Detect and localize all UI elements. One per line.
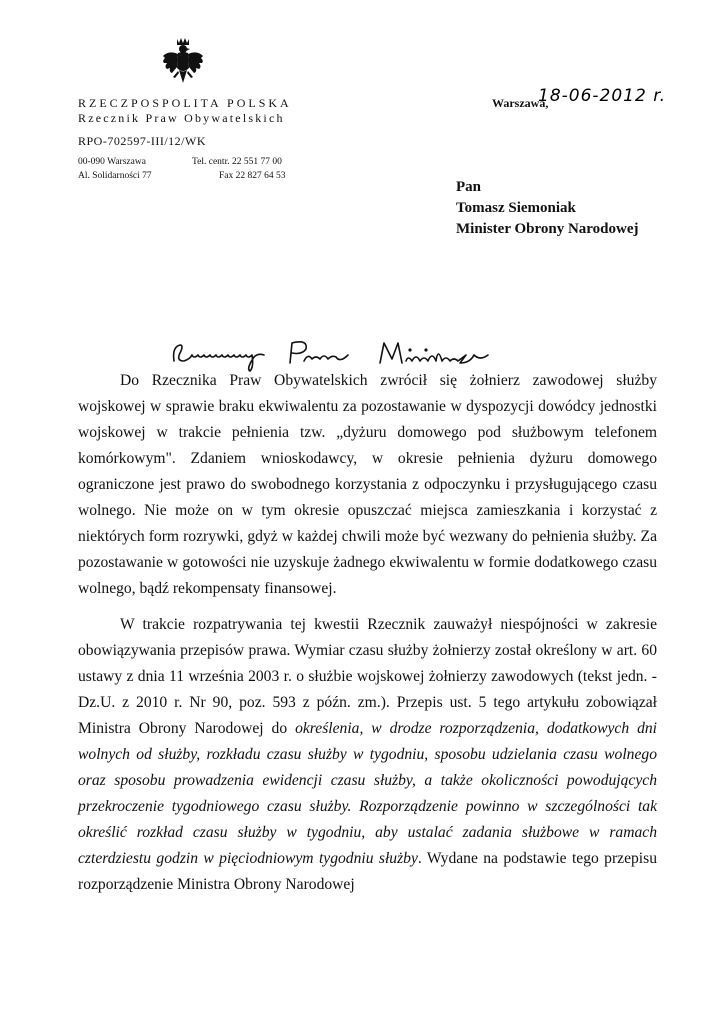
body-paragraph-2-tail: . Wydane na podstawie tego przepisu rozporządzenie Ministra Obrony Narodowej (78, 850, 657, 893)
phone-number: Tel. centr. 22 551 77 00 (192, 157, 282, 167)
address-line-2: Al. Solidarności 77 (78, 171, 152, 181)
fax-number: Fax 22 827 64 53 (219, 171, 286, 181)
institution-name: RZECZPOSPOLITA POLSKA (78, 96, 292, 110)
recipient-block (456, 177, 639, 240)
body-paragraph-2-quote: określenia, w drodze rozporządzenia, dodatkowych dni wolnych od służby, rozkładu czasu służby w tygodniu, sposobu udzielania czasu wolnego oraz sposobu prowadzenia ewidencji czasu służby, a także okoliczności powodujących przekroczenie tygodniowego czasu służby. Rozporządzenie powinno w szczególności tak określić rozkład czasu służby w tygodniu, aby ustalać zadania służbowe w ramach czterdziestu godzin w pięciodniowym tygodniu służby (78, 720, 657, 867)
polish-eagle-emblem-icon (160, 36, 206, 90)
reference-number: RPO-702597-III/12/WK (78, 134, 206, 148)
recipient-line-3: Minister Obrony Narodowej (456, 221, 639, 237)
office-name: Rzecznik Praw Obywatelskich (78, 111, 285, 125)
letter-body (78, 368, 657, 898)
body-paragraph-2-intro: W trakcie rozpatrywania tej kwestii Rzecznik zauważył niespójności w zakresie obowiązywania przepisów prawa. Wymiar czasu służby żołnierzy został określony w art. 60 ustawy z dnia 11 września 2003 r. o służbie wojskowej żołnierzy zawodowych (tekst jedn. - Dz.U. z 2010 r. Nr 90, poz. 593 z późn. zm.). Przepis ust. 5 tego artykułu zobowiązał Ministra Obrony Narodowej do (78, 616, 657, 737)
handwritten-date (538, 86, 666, 106)
handwritten-salutation (170, 333, 500, 373)
recipient-line-2: Tomasz Siemoniak (456, 200, 576, 216)
recipient-line-1: Pan (456, 179, 482, 195)
place-label: Warszawa, (492, 96, 549, 110)
address-line-1: 00-090 Warszawa (78, 157, 146, 167)
body-paragraph-2 (78, 612, 657, 898)
handwritten-date-text: 18-06-2012 r. (538, 86, 667, 106)
body-paragraph-1: Do Rzecznika Praw Obywatelskich zwrócił się żołnierz zawodowej służby wojskowej w sprawie braku ekwiwalentu za pozostawanie w dyspozycji dowódcy jednostki wojskowej w trakcie pełnienia tzw. „dyżuru domowego pod służbowym telefonem komórkowym". Zdaniem wnioskodawcy, w okresie pełnienia dyżuru domowego ograniczone jest prawo do swobodnego korzystania z odpoczynku i przysługującego czasu wolnego. Nie może on w tym okresie opuszczać miejsca zamieszkania i korzystać z niektórych form rozrywki, gdyż w każdej chwili może być wezwany do pełnienia służby. Za pozostawanie w gotowości nie uzyskuje żadnego ekwiwalentu w formie dodatkowego czasu wolnego, bądź rekompensaty finansowej. (78, 372, 657, 597)
